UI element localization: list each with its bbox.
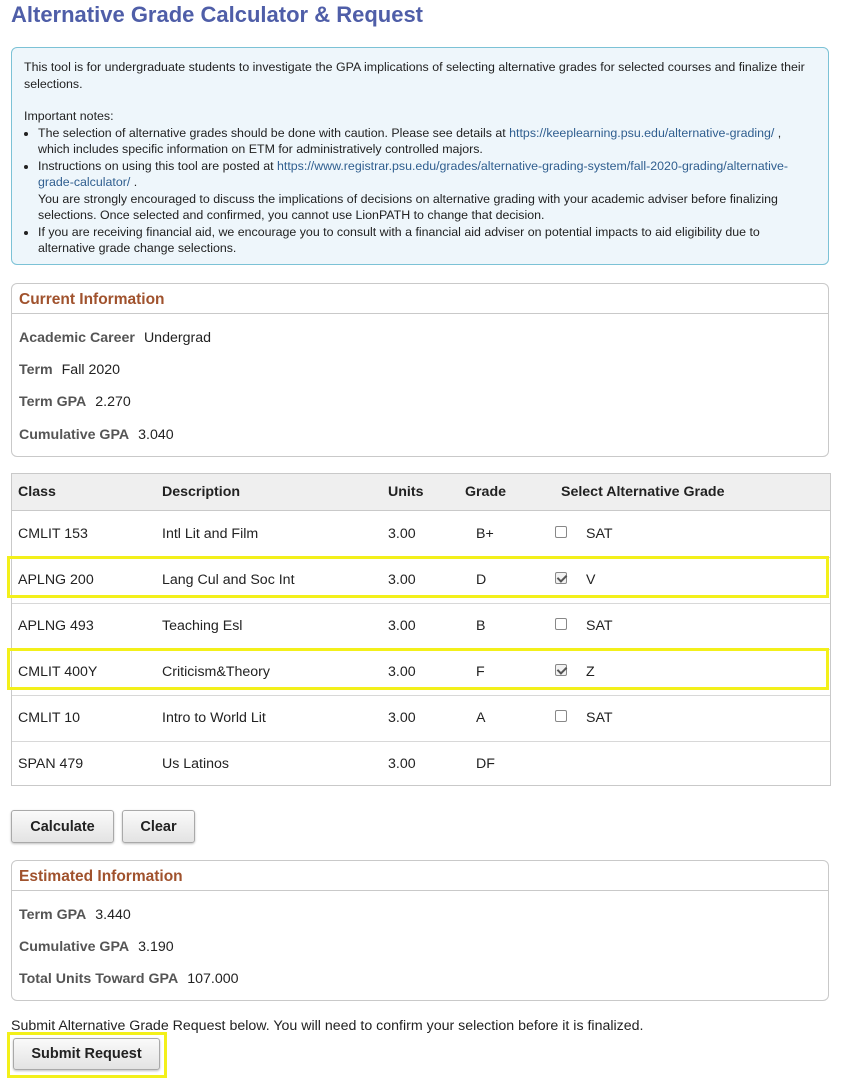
class-units: 3.00 (388, 572, 416, 588)
class-grade: D (476, 572, 487, 588)
class-code: APLNG 493 (18, 618, 94, 634)
notice-notes-heading: Important notes: (24, 109, 114, 123)
estimated-info-panel (11, 860, 829, 1001)
notice-item: • Instructions on using this tool are posted at https://www.registrar.psu.edu/grades/alternative-grading-system/fall-2020-grading/alternative-grade-calculator/ . You are strongly encouraged to discuss the implications of decisions on alternative grading with your academic adviser before finalizing selections. Once selected and confirmed, you cannot use LionPATH to change that decision. (38, 158, 816, 224)
class-description: Criticism&Theory (162, 664, 270, 680)
header-grade: Grade (465, 484, 507, 500)
calculate-button[interactable]: Calculate (11, 810, 114, 843)
alt-grade-checkbox[interactable] (555, 664, 567, 676)
class-code: SPAN 479 (18, 756, 84, 772)
class-code: APLNG 200 (18, 572, 94, 588)
class-description: Us Latinos (162, 756, 230, 772)
class-grade: B (476, 618, 486, 634)
table-row (12, 649, 830, 696)
keeplearning-link[interactable]: https://keeplearning.psu.edu/alternative-grading/ (509, 125, 775, 140)
class-grade: B+ (476, 526, 494, 542)
alt-grade-label: SAT (586, 618, 613, 634)
academic-career-row: Academic Career Undergrad (19, 330, 211, 346)
class-grade: DF (476, 756, 495, 772)
alt-grade-label: SAT (586, 526, 613, 542)
class-description: Lang Cul and Soc Int (162, 572, 295, 588)
classes-table (11, 473, 831, 786)
alt-grade-label: Z (586, 664, 595, 680)
est-cumulative-gpa-row: Cumulative GPA 3.190 (19, 939, 174, 955)
notice-intro: This tool is for undergraduate students to investigate the GPA implications of selecting alternative grades for selected courses and finalize their selections. (24, 60, 805, 91)
table-row (12, 741, 830, 787)
class-grade: F (476, 664, 485, 680)
table-header (12, 474, 830, 511)
term-row: Term Fall 2020 (19, 362, 121, 378)
alt-grade-checkbox[interactable] (555, 572, 567, 584)
est-term-gpa-row: Term GPA 3.440 (19, 907, 131, 923)
cumulative-gpa-row: Cumulative GPA 3.040 (19, 427, 174, 443)
table-row (12, 511, 830, 558)
class-code: CMLIT 10 (18, 710, 81, 726)
class-units: 3.00 (388, 710, 416, 726)
class-description: Intro to World Lit (162, 710, 266, 726)
notice-item: • The selection of alternative grades should be done with caution. Please see details at https://keeplearning.psu.edu/alternative-grading/ , which includes specific information on ETM for administratively controlled majors. (38, 125, 816, 158)
term-gpa-row: Term GPA 2.270 (19, 394, 131, 410)
submit-instructions: Submit Alternative Grade Request below. You will need to confirm your selection before it is finalized. (11, 1018, 644, 1034)
class-grade: A (476, 710, 486, 726)
alt-grade-label: SAT (586, 710, 613, 726)
class-units: 3.00 (388, 618, 416, 634)
class-units: 3.00 (388, 664, 416, 680)
estimated-info-heading: Estimated Information (12, 861, 828, 891)
page-title: Alternative Grade Calculator & Request (11, 2, 424, 27)
notice-item: • If you are receiving financial aid, we encourage you to consult with a financial aid adviser on potential impacts to aid eligibility due to alternative grade change selections. (38, 224, 816, 257)
alt-grade-checkbox[interactable] (555, 526, 567, 538)
notice-list (24, 125, 816, 257)
table-row (12, 695, 830, 742)
table-row (12, 603, 830, 650)
current-info-panel (11, 283, 829, 457)
class-code: CMLIT 153 (18, 526, 88, 542)
class-description: Intl Lit and Film (162, 526, 259, 542)
submit-request-button[interactable]: Submit Request (13, 1038, 160, 1070)
alt-grade-checkbox[interactable] (555, 710, 567, 722)
alt-grade-checkbox[interactable] (555, 618, 567, 630)
registrar-link[interactable]: https://www.registrar.psu.edu/grades/alternative-grading-system/fall-2020-grading/alternative-grade-calculator/ (38, 158, 789, 189)
clear-button[interactable]: Clear (122, 810, 195, 843)
class-code: CMLIT 400Y (18, 664, 98, 680)
info-notice (11, 47, 829, 265)
alt-grade-label: V (586, 572, 596, 588)
class-units: 3.00 (388, 756, 416, 772)
header-description: Description (162, 484, 241, 500)
header-units: Units (388, 484, 424, 500)
current-info-heading: Current Information (12, 284, 828, 314)
table-row (12, 557, 830, 604)
header-class: Class (18, 484, 56, 500)
header-alt-grade: Select Alternative Grade (561, 484, 725, 500)
class-description: Teaching Esl (162, 618, 243, 634)
class-units: 3.00 (388, 526, 416, 542)
est-total-units-row: Total Units Toward GPA 107.000 (19, 971, 239, 987)
